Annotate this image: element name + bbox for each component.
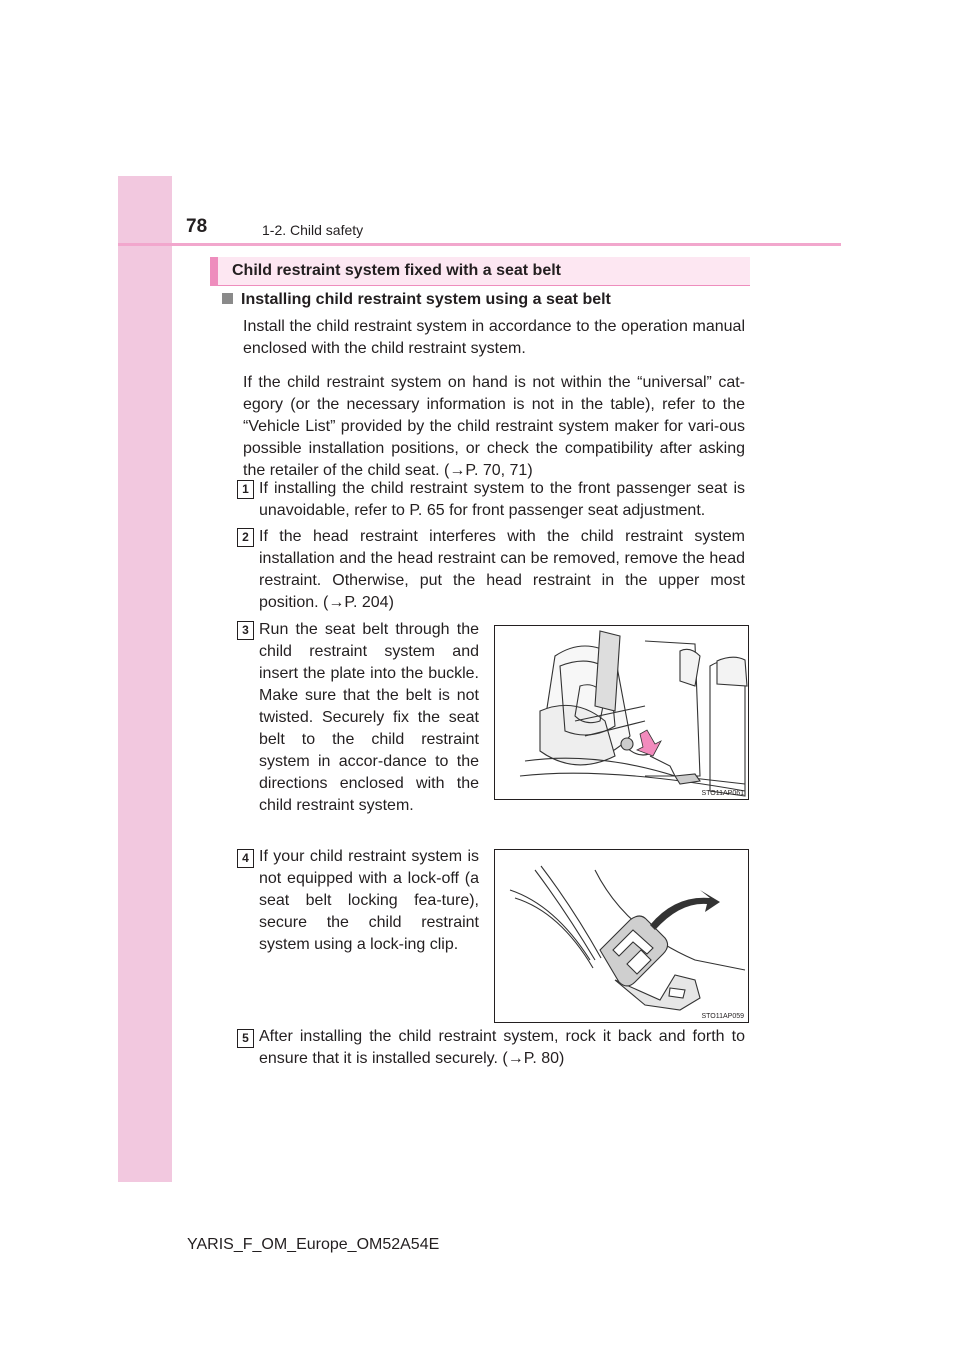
step-4-text: If your child restraint system is not equipped with a lock-off (a seat belt locking fea-ture), secure the child restraint system using a lock-ing clip. xyxy=(259,848,479,953)
square-bullet-icon xyxy=(222,293,233,304)
footer-doc-id: YARIS_F_OM_Europe_OM52A54E xyxy=(187,1236,440,1253)
figure-caption: STO11AP059 xyxy=(701,1013,744,1020)
subheading xyxy=(222,291,611,309)
header-divider xyxy=(118,243,841,246)
pink-arrow-icon xyxy=(637,730,661,756)
figure-child-seat xyxy=(494,625,749,800)
paragraph-2: If the child restraint system on hand is not within the “universal” cat-egory (or the necessary information is not in the table), refer to the “Vehicle List” provided by the child restraint system maker for vari-ous possible installation positions, or check the compatibility after asking the retailer of the child seat. (→P. 70, 71) xyxy=(243,374,745,479)
step-2-text: If the head restraint interferes with the child restraint system installation and the head restraint can be removed, remove the head restraint. Otherwise, put the head restraint in the upper most position. (→P. 204) xyxy=(259,528,745,611)
section-title: 1-2. Child safety xyxy=(262,222,364,238)
paragraph-1: Install the child restraint system in accordance to the operation manual enclosed with the child restraint system. xyxy=(243,318,745,357)
subheading-text: Installing child restraint system using a seat belt xyxy=(241,291,611,308)
step-1-text: If installing the child restraint system to the front passenger seat is unavoidable, refer to P. 65 for front passenger seat adjustment. xyxy=(259,480,745,519)
figure-caption: STO11AP061 xyxy=(701,790,744,797)
section-heading: Child restraint system fixed with a seat belt xyxy=(232,262,561,279)
sidebar-tab xyxy=(118,176,172,1182)
step-5-text: After installing the child restraint system, rock it back and forth to ensure that it is installed securely. (→P. 80) xyxy=(259,1028,745,1067)
step-5-badge: 5 xyxy=(237,1029,254,1048)
step-4-badge: 4 xyxy=(237,849,254,868)
curved-arrow-icon xyxy=(650,890,720,930)
step-2-badge: 2 xyxy=(237,528,254,547)
page-number: 78 xyxy=(186,216,208,237)
child-seat-illustration xyxy=(495,626,749,800)
step-3-text: Run the seat belt through the child restraint system and insert the plate into the buckle. Make sure that the belt is not twisted. Securely fix the seat belt to the child restraint system in accor-dance to the directions enclosed with the child restraint system. xyxy=(259,621,479,814)
section-heading-bar xyxy=(210,257,750,286)
locking-clip-illustration xyxy=(495,850,749,1023)
step-3-badge: 3 xyxy=(237,621,254,640)
step-1-badge: 1 xyxy=(237,480,254,499)
figure-locking-clip xyxy=(494,849,749,1023)
